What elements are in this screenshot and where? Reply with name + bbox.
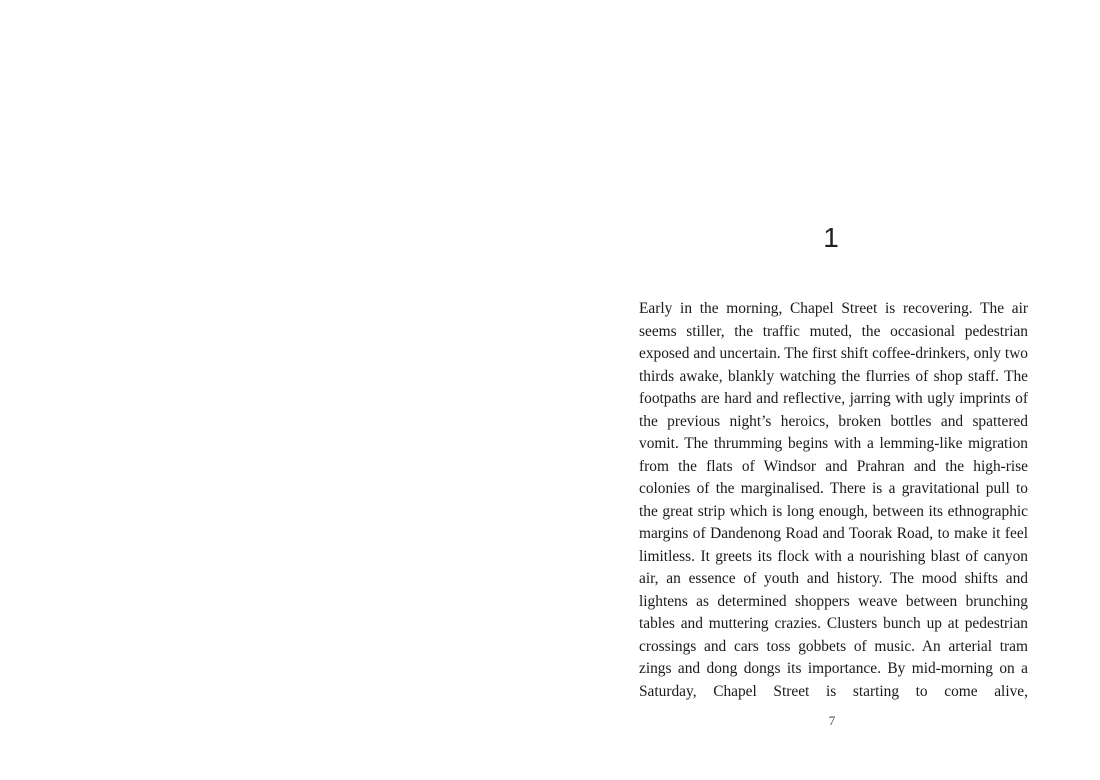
page-number: 7 bbox=[828, 713, 836, 728]
chapter-number: 1 bbox=[823, 222, 839, 253]
body-paragraph: Early in the morning, Chapel Street is recovering. The air seems stiller, the traffic muted, the occasional pedestrian exposed and uncertain. The first shift coffee-drinkers, only two thirds awake, blankly watching the flurries of shop staff. The footpaths are hard and reflective, jarring with ugly imprints of the previous night’s heroics, broken bottles and spattered vomit. The thrumming begins with a lemming-like migration from the flats of Windsor and Prahran and the high-rise colonies of the marginalised. There is a gravitational pull to the great strip which is long enough, between its ethnographic margins of Dandenong Road and Toorak Road, to make it feel limitless. It greets its flock with a nourishing blast of canyon air, an essence of youth and history. The mood shifts and lightens as determined shoppers weave between brunching tables and muttering crazies. Clusters bunch up at pedestrian crossings and cars toss gobbets of music. An arterial tram zings and dong dongs its importance. By mid-morning on a Saturday, Chapel Street is starting to come alive, bbox=[639, 300, 1028, 700]
right-page bbox=[550, 0, 1100, 780]
